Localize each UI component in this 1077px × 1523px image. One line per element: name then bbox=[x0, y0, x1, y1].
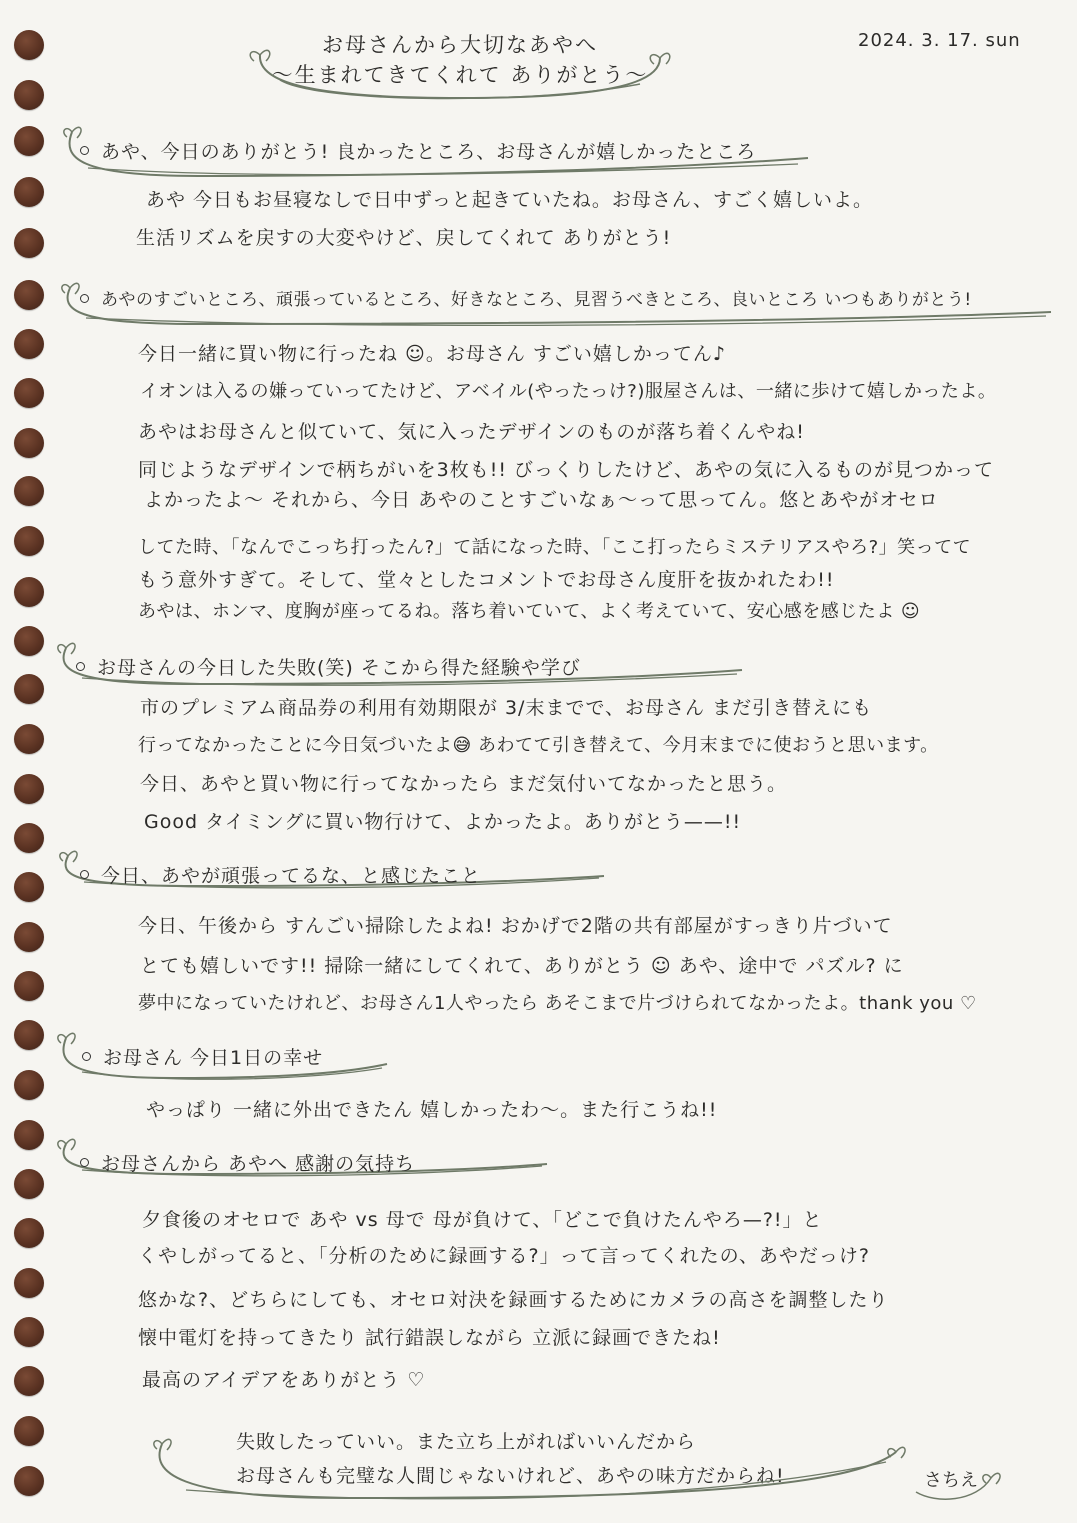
section-heading bbox=[80, 1150, 415, 1178]
binder-hole bbox=[14, 1466, 44, 1496]
binder-hole bbox=[14, 1120, 44, 1150]
body-line: 行ってなかったことに今日気づいたよ😅 あわてて引き替えて、今月末までに使おうと思います。 bbox=[138, 735, 939, 756]
section-heading-text: あや、今日のありがとう! 良かったところ、お母さんが嬉しかったところ bbox=[101, 141, 757, 163]
body-line: イオンは入るの嫌っていってたけど、アベイル(やったっけ?)服屋さんは、一緒に歩けて嬉しかったよ。 bbox=[140, 381, 997, 402]
closing-line-2: お母さんも完璧な人間じゃないけれど、あやの味方だからね! bbox=[236, 1465, 785, 1487]
section-heading-text: お母さんから あやへ 感謝の気持ち bbox=[101, 1153, 416, 1175]
body-line: あやは、ホンマ、度胸が座ってるね。落ち着いていて、よく考えていて、安心感を感じたよ ☺ bbox=[138, 601, 921, 622]
bullet-icon bbox=[80, 870, 89, 879]
bullet-icon bbox=[80, 294, 89, 303]
section-heading bbox=[82, 1044, 323, 1072]
body-line: 今日一緒に買い物に行ったね ☺。お母さん すごい嬉しかってん♪ bbox=[138, 343, 727, 365]
body-line: くやしがってると、「分析のために録画する?」って言ってくれたの、あやだっけ? bbox=[138, 1245, 870, 1267]
binder-hole bbox=[14, 1169, 44, 1199]
section-heading-text: 今日、あやが頑張ってるな、と感じたこと bbox=[101, 865, 482, 887]
binder-hole bbox=[14, 228, 44, 258]
body-line: 今日、午後から すんごい掃除したよね! おかげで2階の共有部屋がすっきり片づいて bbox=[138, 915, 893, 937]
section-heading-text: お母さん 今日1日の幸せ bbox=[103, 1047, 324, 1069]
body-line: もう意外すぎて。そして、堂々としたコメントでお母さん度肝を抜かれたわ!! bbox=[138, 569, 835, 591]
bullet-icon bbox=[80, 1158, 89, 1167]
title-line-1: お母さんから大切なあやへ bbox=[322, 33, 598, 57]
binder-hole bbox=[14, 1268, 44, 1298]
letter-date: 2024. 3. 17. sun bbox=[858, 30, 1021, 51]
binder-hole bbox=[14, 80, 44, 110]
body-line: とても嬉しいです!! 掃除一緒にしてくれて、ありがとう ☺ あや、途中で パズル? に bbox=[140, 955, 904, 977]
body-line: 市のプレミアム商品券の利用有効期限が 3/末までで、お母さん まだ引き替えにも bbox=[140, 697, 873, 719]
bullet-icon bbox=[80, 146, 89, 155]
bullet-icon bbox=[82, 1052, 91, 1061]
binder-hole bbox=[14, 378, 44, 408]
body-line: 夢中になっていたけれど、お母さん1人やったら あそこまで片づけられてなかったよ。thank you ♡ bbox=[138, 993, 977, 1014]
binder-hole bbox=[14, 30, 44, 60]
binder-hole bbox=[14, 1317, 44, 1347]
binder-hole bbox=[14, 1020, 44, 1050]
section-heading bbox=[80, 286, 972, 314]
binder-hole bbox=[14, 922, 44, 952]
binder-hole bbox=[14, 1366, 44, 1396]
section-heading bbox=[80, 138, 756, 166]
binder-hole bbox=[14, 577, 44, 607]
body-line: あやはお母さんと似ていて、気に入ったデザインのものが落ち着くんやね! bbox=[138, 421, 805, 443]
signature: さちえ bbox=[924, 1470, 978, 1491]
body-line: Good タイミングに買い物行けて、よかったよ。ありがとう——!! bbox=[144, 811, 742, 833]
binder-hole bbox=[14, 872, 44, 902]
binder-hole bbox=[14, 476, 44, 506]
body-line: やっぱり 一緒に外出できたん 嬉しかったわ〜。また行こうね!! bbox=[146, 1099, 718, 1121]
body-line: 同じようなデザインで柄ちがいを3枚も!! びっくりしたけど、あやの気に入るものが見つかって bbox=[138, 459, 995, 481]
body-line: 生活リズムを戻すの大変やけど、戻してくれて ありがとう! bbox=[136, 227, 672, 249]
binder-hole bbox=[14, 329, 44, 359]
bullet-icon bbox=[76, 662, 85, 671]
binder-hole bbox=[14, 126, 44, 156]
binder-hole bbox=[14, 1070, 44, 1100]
section-heading bbox=[80, 862, 481, 890]
binder-holes bbox=[14, 30, 48, 1500]
binder-hole bbox=[14, 280, 44, 310]
body-line: あや 今日もお昼寝なしで日中ずっと起きていたね。お母さん、すごく嬉しいよ。 bbox=[146, 189, 874, 211]
binder-hole bbox=[14, 1218, 44, 1248]
binder-hole bbox=[14, 177, 44, 207]
binder-hole bbox=[14, 774, 44, 804]
binder-hole bbox=[14, 823, 44, 853]
body-line: 夕食後のオセロで あや vs 母で 母が負けて、「どこで負けたんやろ—?!」と bbox=[142, 1209, 823, 1231]
section-heading-text: お母さんの今日した失敗(笑) そこから得た経験や学び bbox=[97, 657, 581, 679]
letter-title bbox=[250, 30, 670, 90]
binder-hole bbox=[14, 971, 44, 1001]
binder-hole bbox=[14, 724, 44, 754]
closing-line-1: 失敗したっていい。また立ち上がればいいんだから bbox=[236, 1431, 697, 1453]
binder-hole bbox=[14, 626, 44, 656]
section-heading-text: あやのすごいところ、頑張っているところ、好きなところ、見習うべきところ、良いところ いつもありがとう! bbox=[101, 290, 972, 310]
binder-hole bbox=[14, 1416, 44, 1446]
title-line-2: 〜生まれてきてくれて ありがとう〜 bbox=[271, 63, 649, 87]
body-line: よかったよ〜 それから、今日 あやのことすごいなぁ〜って思ってん。悠とあやがオセロ bbox=[144, 489, 939, 511]
binder-hole bbox=[14, 428, 44, 458]
body-line: 悠かな?、どちらにしても、オセロ対決を録画するためにカメラの高さを調整したり bbox=[138, 1289, 889, 1311]
section-heading bbox=[76, 654, 581, 682]
binder-hole bbox=[14, 526, 44, 556]
binder-hole bbox=[14, 674, 44, 704]
body-line: 今日、あやと買い物に行ってなかったら まだ気付いてなかったと思う。 bbox=[140, 773, 788, 795]
body-line: 懐中電灯を持ってきたり 試行錯誤しながら 立派に録画できたね! bbox=[138, 1327, 721, 1349]
body-line: 最高のアイデアをありがとう ♡ bbox=[142, 1369, 426, 1391]
body-line: してた時、「なんでこっち打ったん?」て話になった時、「ここ打ったらミステリアスやろ?」笑ってて bbox=[138, 537, 972, 558]
